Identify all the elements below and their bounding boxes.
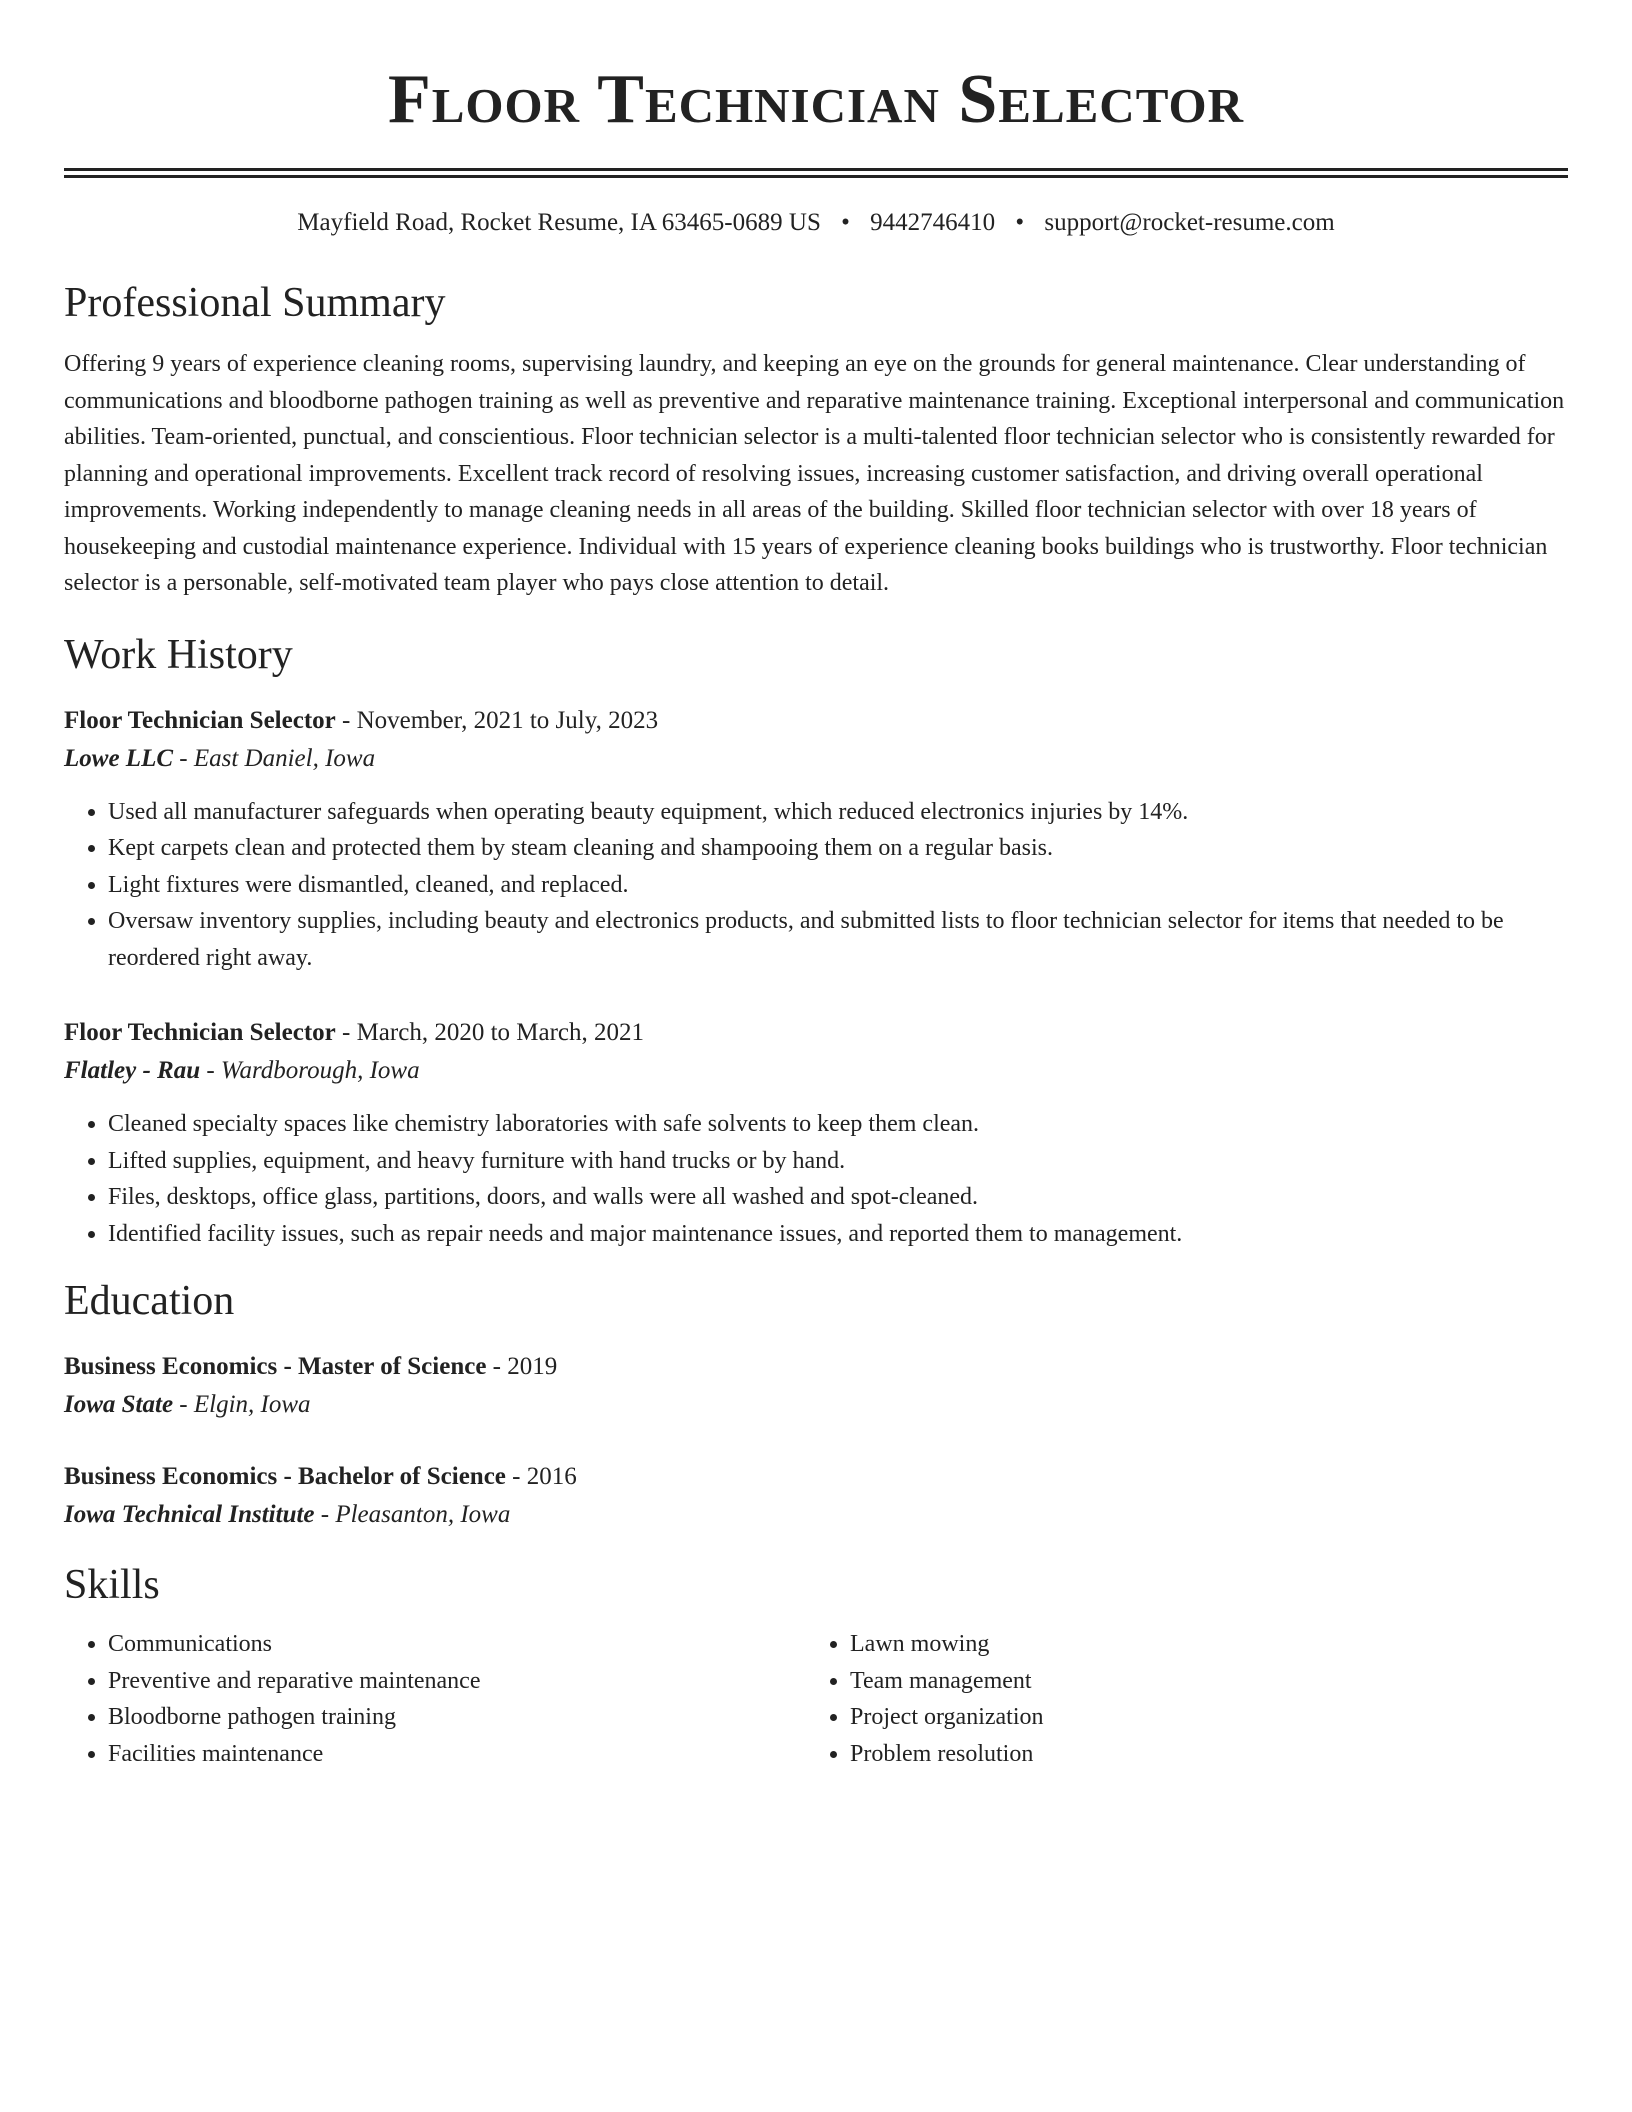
- education-school-line: [64, 1386, 1568, 1424]
- resume-name: Floor Technician Selector: [387, 61, 1244, 138]
- education-location: - Elgin, Iowa: [173, 1391, 311, 1418]
- skill-item: • Communications: [108, 1626, 806, 1663]
- education-school-line: [64, 1496, 1568, 1534]
- education-year: - 2016: [505, 1463, 577, 1490]
- education-school: Iowa State: [64, 1391, 174, 1418]
- skill-item: • Facilities maintenance: [108, 1736, 806, 1773]
- skill-item: • Bloodborne pathogen training: [108, 1699, 806, 1736]
- skill-item: • Team management: [850, 1663, 1548, 1700]
- education-heading: Education: [64, 1278, 235, 1324]
- education-location: - Pleasanton, Iowa: [314, 1501, 511, 1528]
- contact-address: Mayfield Road, Rocket Resume, IA 63465-0689 US: [297, 209, 821, 236]
- job-header: [64, 1014, 1568, 1052]
- skill-item: • Project organization: [850, 1699, 1548, 1736]
- list-item: • Lifted supplies, equipment, and heavy furniture with hand trucks or by hand.: [108, 1143, 1568, 1180]
- job-role: Floor Technician Selector: [64, 1019, 336, 1046]
- education-degree: Business Economics - Master of Science: [64, 1353, 487, 1380]
- skill-item: • Preventive and reparative maintenance: [108, 1663, 806, 1700]
- job-entry: [64, 702, 1568, 977]
- list-item: • Files, desktops, office glass, partitions, doors, and walls were all washed and spot-cleaned.: [108, 1179, 1568, 1216]
- skills-grid: [64, 1626, 1568, 1772]
- job-dates: - November, 2021 to July, 2023: [335, 706, 659, 734]
- skills-column-left: [64, 1626, 806, 1772]
- list-item: • Used all manufacturer safeguards when operating beauty equipment, which reduced electronics injuries by 14%.: [108, 794, 1568, 831]
- job-bullets: [64, 794, 1568, 977]
- job-entry: [64, 1014, 1568, 1252]
- list-item: • Oversaw inventory supplies, including beauty and electronics products, and submitted lists to floor technician selector for items that needed to be reordered right away.: [108, 903, 1568, 976]
- work-history-heading: Work History: [64, 631, 293, 678]
- skill-item: • Lawn mowing: [850, 1626, 1548, 1663]
- job-header: [64, 702, 1568, 740]
- education-school: Iowa Technical Institute: [64, 1501, 315, 1528]
- skills-column-right: [806, 1626, 1548, 1772]
- list-item: • Kept carpets clean and protected them by steam cleaning and shampooing them on a regular basis.: [108, 830, 1568, 867]
- list-item: • Light fixtures were dismantled, cleaned, and replaced.: [108, 867, 1568, 904]
- education-year: - 2019: [486, 1353, 558, 1380]
- job-bullets: [64, 1106, 1568, 1252]
- contact-phone: 9442746410: [870, 209, 996, 236]
- contact-email: support@rocket-resume.com: [1044, 209, 1335, 236]
- job-employer: [64, 1052, 1568, 1090]
- education-entry: [64, 1348, 1568, 1424]
- job-company: Lowe LLC: [64, 744, 174, 772]
- job-dates: - March, 2020 to March, 2021: [335, 1019, 645, 1046]
- skills-heading: Skills: [64, 1562, 160, 1608]
- summary-text: Offering 9 years of experience cleaning rooms, supervising laundry, and keeping an eye on the grounds for general maintenance. Clear understanding of communications and bloodborne pathogen training as well as preventive and reparative maintenance training. Exceptional interpersonal and communication abilities. Team-oriented, punctual, and conscientious. Floor technician selector is a multi-talented floor technician selector who is consistently rewarded for planning and operational improvements. Excellent track record of resolving issues, increasing customer satisfaction, and driving overall operational improvements. Working independently to manage cleaning needs in all areas of the building. Skilled floor technician selector with over 18 years of housekeeping and custodial maintenance experience. Individual with 15 years of experience cleaning books buildings who is trustworthy. Floor technician selector is a personable, self-motivated team player who pays close attention to detail.: [64, 351, 1565, 596]
- summary-heading: Professional Summary: [64, 280, 446, 326]
- contact-line: [64, 206, 1568, 240]
- job-role: Floor Technician Selector: [64, 706, 336, 734]
- list-item: • Cleaned specialty spaces like chemistry laboratories with safe solvents to keep them clean.: [108, 1106, 1568, 1143]
- contact-separator: •: [841, 209, 850, 236]
- skill-item: • Problem resolution: [850, 1736, 1548, 1773]
- education-degree: Business Economics - Bachelor of Science: [64, 1463, 506, 1490]
- list-item: • Identified facility issues, such as repair needs and major maintenance issues, and reported them to management.: [108, 1216, 1568, 1253]
- job-company: Flatley - Rau: [64, 1057, 201, 1084]
- education-entry: [64, 1458, 1568, 1534]
- job-location: - East Daniel, Iowa: [173, 744, 376, 772]
- contact-separator: •: [1015, 209, 1025, 236]
- education-degree-line: [64, 1348, 1568, 1386]
- header-double-rule: [64, 168, 1568, 178]
- job-employer: [64, 740, 1568, 778]
- education-degree-line: [64, 1458, 1568, 1496]
- job-location: - Wardborough, Iowa: [200, 1057, 420, 1084]
